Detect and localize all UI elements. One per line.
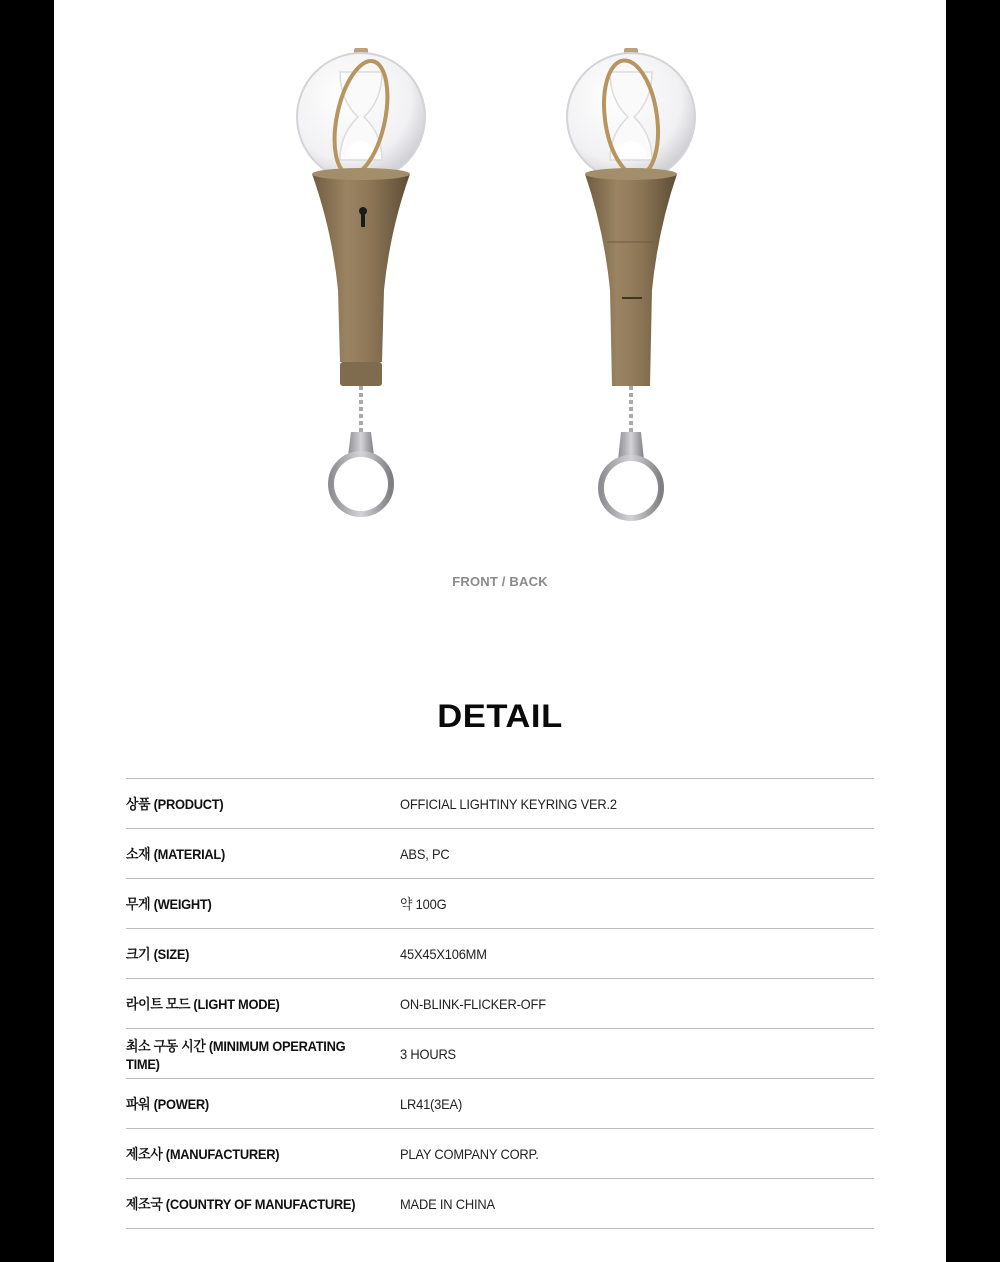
- back-view-lightstick: [567, 48, 695, 518]
- spec-value: 약 100G: [400, 895, 447, 912]
- product-photo-front-back: [54, 0, 946, 560]
- product-detail-page: [54, 0, 946, 1262]
- spec-table: [126, 778, 874, 1229]
- spec-value: MADE IN CHINA: [400, 1195, 495, 1212]
- spec-label: 제조사 (MANUFACTURER): [126, 1145, 280, 1162]
- spec-row-operating-time: [126, 1029, 874, 1079]
- spec-label: 최소 구동 시간 (MINIMUM OPERATING TIME): [126, 1037, 346, 1072]
- image-caption: FRONT / BACK: [452, 574, 548, 589]
- spec-value: PLAY COMPANY CORP.: [400, 1145, 539, 1162]
- spec-row-size: [126, 929, 874, 979]
- spec-row-manufacturer: [126, 1129, 874, 1179]
- spec-value: ABS, PC: [400, 845, 450, 862]
- detail-heading: DETAIL: [437, 698, 563, 734]
- spec-label: 무게 (WEIGHT): [126, 895, 212, 912]
- spec-label: 제조국 (COUNTRY OF MANUFACTURE): [126, 1195, 356, 1212]
- spec-label: 크기 (SIZE): [126, 945, 190, 962]
- spec-value: ON-BLINK-FLICKER-OFF: [400, 995, 546, 1012]
- spec-row-material: [126, 829, 874, 879]
- spec-row-power: [126, 1079, 874, 1129]
- spec-label: 파워 (POWER): [126, 1095, 209, 1112]
- spec-row-light-mode: [126, 979, 874, 1029]
- spec-row-country: [126, 1179, 874, 1229]
- spec-label: 소재 (MATERIAL): [126, 845, 226, 862]
- front-view-lightstick: [297, 48, 425, 514]
- spec-value: OFFICIAL LIGHTINY KEYRING VER.2: [400, 795, 617, 812]
- spec-value: 3 HOURS: [400, 1045, 456, 1062]
- spec-row-product: [126, 779, 874, 829]
- spec-label: 상품 (PRODUCT): [126, 795, 224, 812]
- spec-row-weight: [126, 879, 874, 929]
- spec-label: 라이트 모드 (LIGHT MODE): [126, 995, 280, 1012]
- spec-value: LR41(3EA): [400, 1095, 463, 1112]
- spec-value: 45X45X106MM: [400, 945, 487, 962]
